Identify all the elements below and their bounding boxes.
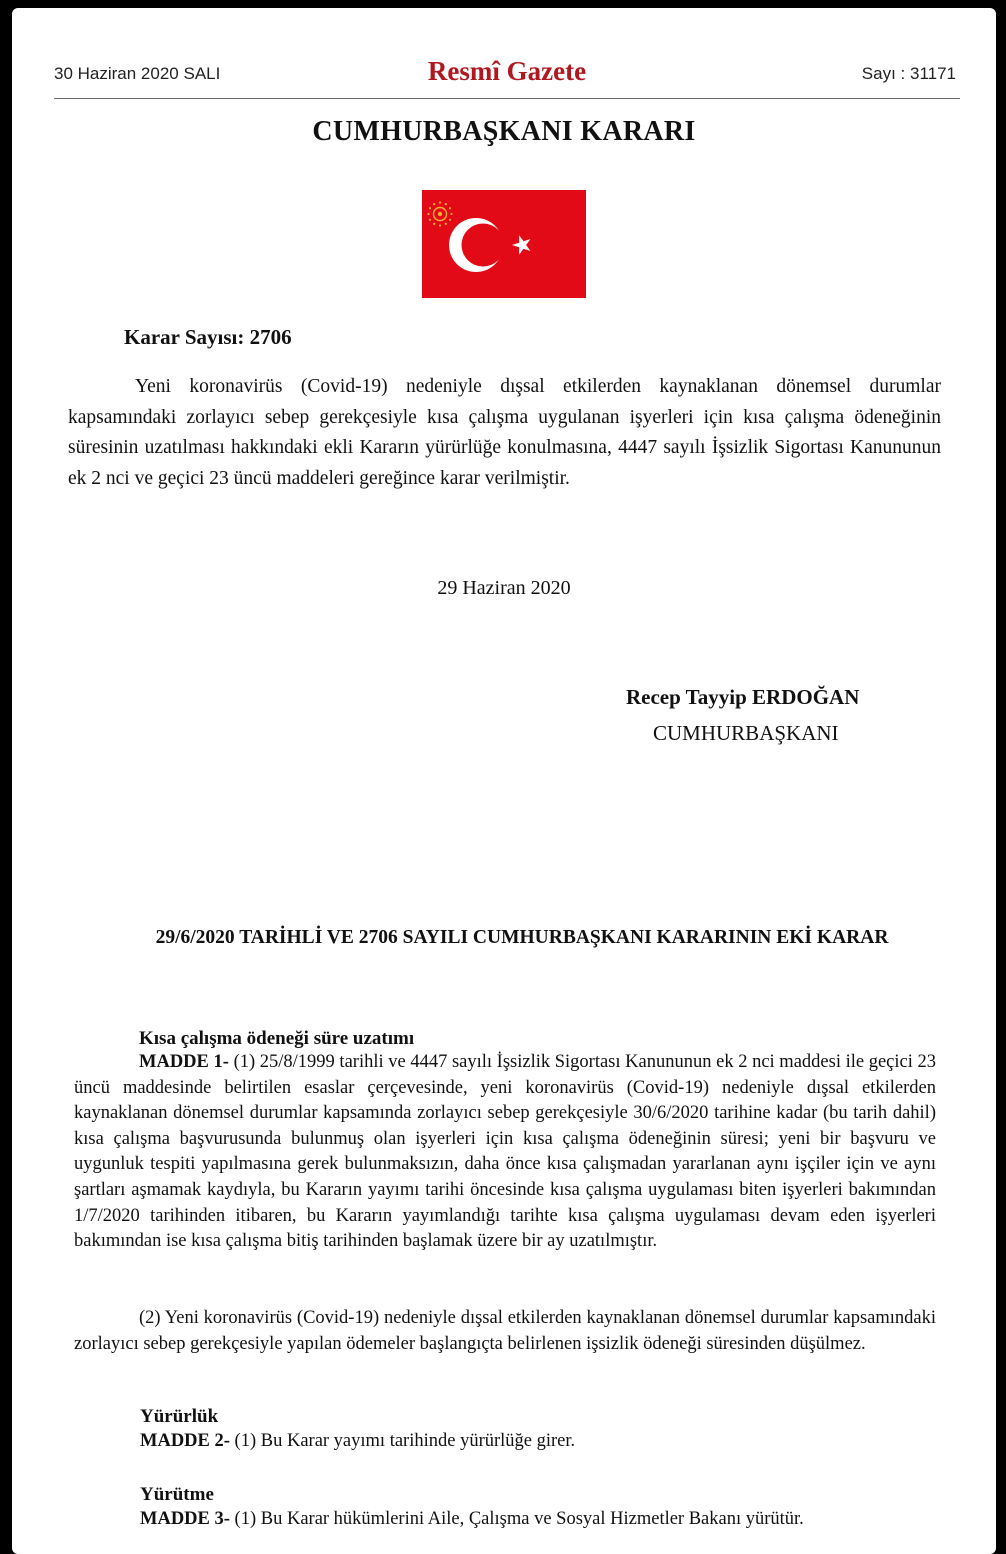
article-2-heading: Yürürlük bbox=[140, 1406, 219, 1427]
article-2-paragraph bbox=[140, 1431, 575, 1452]
document-heading: CUMHURBAŞKANI KARARI bbox=[312, 116, 696, 147]
annex-title: 29/6/2020 TARİHLİ VE 2706 SAYILI CUMHURBAŞKANI KARARININ EKİ KARAR bbox=[155, 927, 889, 948]
signer-title: CUMHURBAŞKANI bbox=[653, 721, 839, 745]
gazette-title: Resmî Gazete bbox=[427, 56, 587, 86]
signature-date: 29 Haziran 2020 bbox=[437, 577, 571, 599]
article-1-heading: Kısa çalışma ödeneği süre uzatımı bbox=[139, 1028, 415, 1049]
turkish-flag-icon bbox=[422, 190, 586, 298]
article-1-label: MADDE 1- bbox=[139, 1052, 229, 1072]
article-3-paragraph bbox=[140, 1509, 804, 1530]
intro-paragraph: Yeni koronavirüs (Covid-19) nedeniyle dışsal etkilerden kaynaklanan dönemsel durumlar kapsamındaki zorlayıcı sebep gerekçesiyle kısa çalışma uygulanan işyerleri için kısa çalışma ödeneğinin süresinin uzatılması hakkındaki ekli Kararın yürürlüğe konulmasına, 4447 sayılı İşsizlik Sigortası Kanununun ek 2 nci ve geçici 23 üncü maddeleri gereğince karar verilmiştir. bbox=[68, 376, 941, 489]
article-3-heading: Yürütme bbox=[140, 1484, 214, 1505]
article-1-paragraph-2: (2) Yeni koronavirüs (Covid-19) nedeniyle dışsal etkilerden kaynaklanan dönemsel durumlar kapsamındaki zorlayıcı sebep gerekçesiyle yapılan ödemeler başlangıçta belirlenen işsizlik ödeneği süresinden düşülmez. bbox=[74, 1308, 936, 1354]
article-2-label: MADDE 2- bbox=[140, 1431, 230, 1451]
article-1-text-1: (1) 25/8/1999 tarihli ve 4447 sayılı İşsizlik Sigortası Kanununun ek 2 nci maddesi ile geçici 23 üncü maddesinde belirtilen esaslar çerçevesinde, yeni koronavirüs (Covid-19) nedeniyle dışsal etkilerden kaynaklanan dönemsel durumlar kapsamında zorlayıcı sebep gerekçesiyle 30/6/2020 tarihine kadar (bu tarih dahil) kısa çalışma başvurusunda bulunmuş olan işyerleri için kısa çalışma ödeneğinin süresi; yeni bir başvuru ve uygunluk tespiti yapılmasına gerek bulunmaksızın, daha önce kısa çalışmadan yararlanan aynı işçiler için ve aynı şartları aşmamak kaydıyla, bu Kararın yayımı tarihi öncesinde kısa çalışma uygulaması biten işyerleri bakımından 1/7/2020 tarihinden itibaren, bu Kararın yayımlandığı tarihte kısa çalışma uygulaması devam eden işyerleri bakımından ise kısa çalışma bitiş tarihinden başlamak üzere bir ay uzatılmıştır. bbox=[74, 1052, 937, 1252]
article-3-text: (1) Bu Karar hükümlerini Aile, Çalışma ve Sosyal Hizmetler Bakanı yürütür. bbox=[229, 1509, 804, 1529]
header-date: 30 Haziran 2020 SALI bbox=[54, 64, 221, 83]
article-3-label: MADDE 3- bbox=[140, 1509, 230, 1529]
article-1-paragraph-1 bbox=[74, 1050, 936, 1255]
article-2-text: (1) Bu Karar yayımı tarihinde yürürlüğe girer. bbox=[229, 1431, 576, 1451]
signer-name: Recep Tayyip ERDOĞAN bbox=[626, 685, 860, 709]
gazette-page bbox=[12, 8, 996, 1554]
issue-number: Sayı : 31171 bbox=[861, 64, 956, 83]
decision-number: Karar Sayısı: 2706 bbox=[124, 325, 292, 349]
gazette-header bbox=[54, 56, 960, 99]
